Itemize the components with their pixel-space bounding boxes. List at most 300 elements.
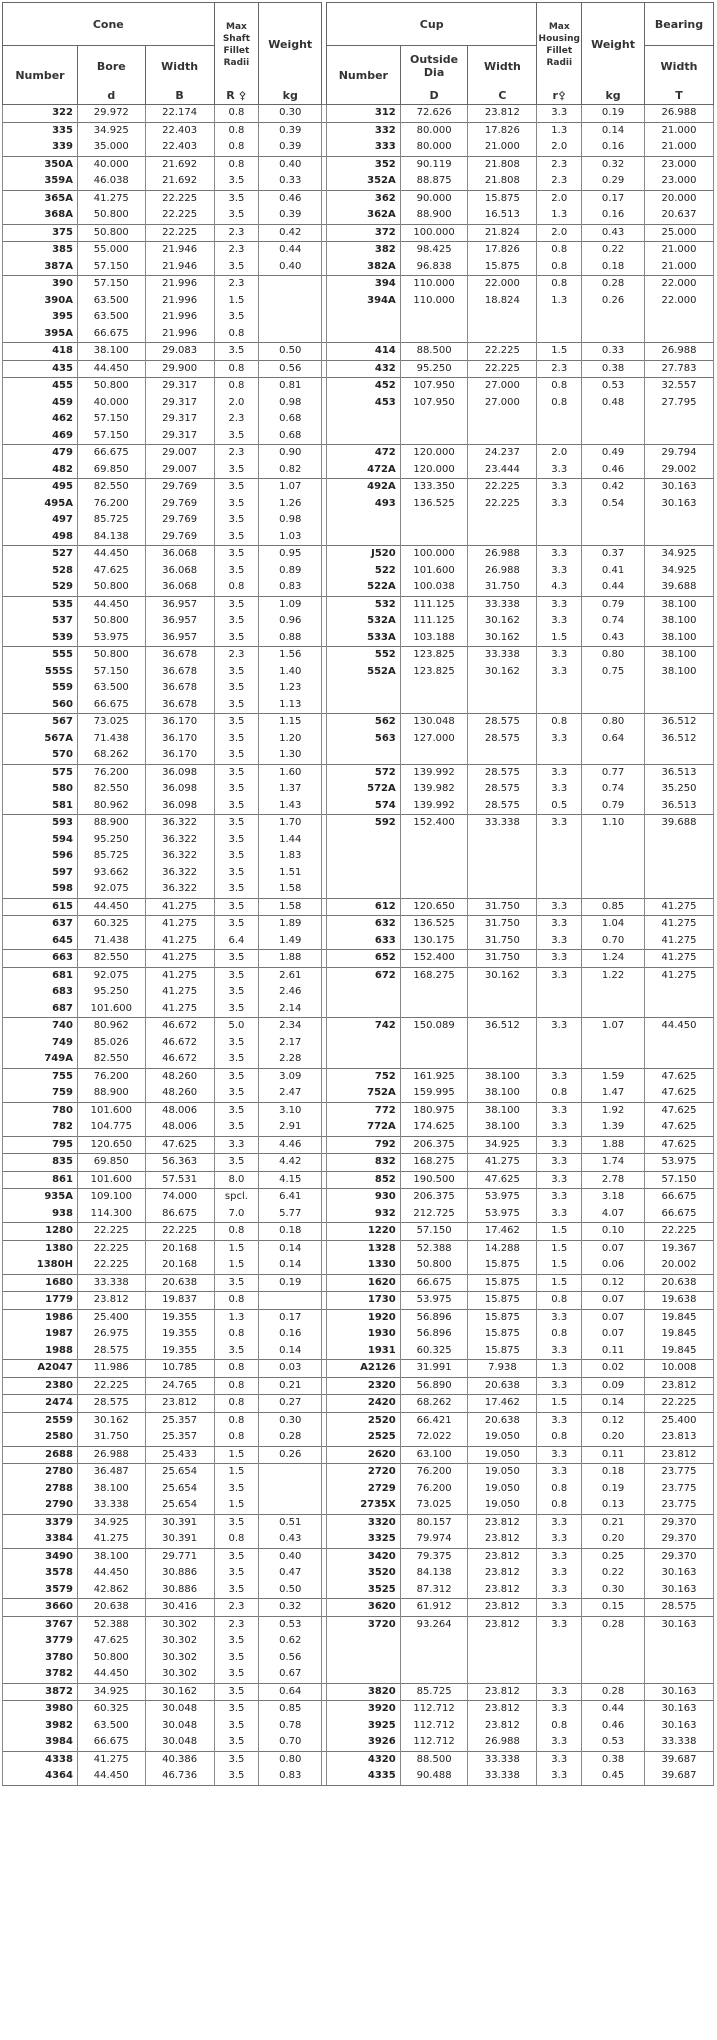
- cone-number-cell: 593: [3, 815, 78, 832]
- cup-width-cell: [468, 512, 537, 529]
- outside-dia-cell: [400, 680, 468, 697]
- shaft-fillet-cell: 3.5: [214, 630, 259, 647]
- bore-cell: 53.975: [77, 630, 145, 647]
- cone-weight-cell: 0.64: [259, 1683, 322, 1701]
- bore-cell: 95.250: [77, 832, 145, 849]
- cone-weight-cell: 1.20: [259, 731, 322, 748]
- shaft-fillet-cell: 3.5: [214, 1085, 259, 1102]
- cone-weight-cell: 0.85: [259, 1701, 322, 1718]
- bearing-width-cell: 47.625: [644, 1102, 713, 1119]
- cone-number-cell: 529: [3, 579, 78, 596]
- cup-number-cell: 574: [326, 798, 400, 815]
- cone-width-cell: 29.007: [145, 462, 214, 479]
- cup-width-cell: 15.875: [468, 190, 537, 207]
- outside-dia-cell: [400, 984, 468, 1001]
- cup-width-cell: 17.462: [468, 1223, 537, 1241]
- cone-weight-cell: 0.67: [259, 1666, 322, 1683]
- housing-fillet-cell: [537, 1666, 582, 1683]
- cup-width-cell: 31.750: [468, 916, 537, 933]
- outside-dia-cell: [400, 1633, 468, 1650]
- cup-number-cell: [326, 1051, 400, 1068]
- cone-width-cell: 21.996: [145, 309, 214, 326]
- cup-width-cell: 20.638: [468, 1377, 537, 1395]
- bore-cell: 82.550: [77, 479, 145, 496]
- outside-dia-cell: [400, 326, 468, 343]
- table-row: [3, 563, 714, 580]
- bore-cell: 29.972: [77, 105, 145, 123]
- cup-number-cell: 3926: [326, 1734, 400, 1751]
- outside-dia-cell: 139.982: [400, 781, 468, 798]
- housing-fillet-cell: 4.3: [537, 579, 582, 596]
- cone-weight-cell: 1.40: [259, 664, 322, 681]
- cone-number-cell: 567A: [3, 731, 78, 748]
- outside-dia-cell: 110.000: [400, 276, 468, 293]
- cup-weight-cell: 1.92: [582, 1102, 645, 1119]
- shaft-fillet-cell: 3.5: [214, 1274, 259, 1292]
- housing-fillet-cell: 0.8: [537, 395, 582, 412]
- cup-weight-cell: 0.43: [582, 224, 645, 242]
- shaft-fillet-cell: 3.5: [214, 1514, 259, 1531]
- cone-weight-cell: 0.33: [259, 173, 322, 190]
- table-row: [3, 1464, 714, 1481]
- cup-number-cell: 382: [326, 242, 400, 259]
- cone-weight-cell: 1.07: [259, 479, 322, 496]
- cone-number-cell: 740: [3, 1018, 78, 1035]
- cone-width-cell: 36.098: [145, 798, 214, 815]
- cup-number-cell: 742: [326, 1018, 400, 1035]
- cup-width-cell: 28.575: [468, 714, 537, 731]
- shaft-fillet-cell: 3.5: [214, 343, 259, 361]
- bearing-width-cell: 30.163: [644, 1582, 713, 1599]
- shaft-fillet-cell: 3.5: [214, 1119, 259, 1136]
- cup-weight-cell: [582, 680, 645, 697]
- outside-dia-cell: 152.400: [400, 815, 468, 832]
- table-row: [3, 714, 714, 731]
- cone-weight-cell: 0.03: [259, 1360, 322, 1378]
- cone-width-cell: 30.048: [145, 1718, 214, 1735]
- shaft-fillet-cell: 3.5: [214, 1701, 259, 1718]
- cup-weight-cell: 0.29: [582, 173, 645, 190]
- shaft-fillet-cell: 3.5: [214, 680, 259, 697]
- cup-number-cell: 792: [326, 1136, 400, 1154]
- housing-fillet-cell: 3.3: [537, 1377, 582, 1395]
- cone-weight-cell: 2.28: [259, 1051, 322, 1068]
- cup-weight-cell: 0.22: [582, 1565, 645, 1582]
- bearing-width-cell: 20.002: [644, 1257, 713, 1274]
- bore-cell: 57.150: [77, 259, 145, 276]
- housing-fillet-cell: 3.3: [537, 950, 582, 968]
- cup-width-cell: 19.050: [468, 1446, 537, 1464]
- cone-number-cell: 749A: [3, 1051, 78, 1068]
- shaft-fillet-cell: 3.5: [214, 1102, 259, 1119]
- cup-width-cell: [468, 309, 537, 326]
- shaft-fillet-cell: 3.5: [214, 950, 259, 968]
- cup-weight-cell: 0.49: [582, 445, 645, 462]
- bearing-width-cell: [644, 832, 713, 849]
- cup-weight-cell: 0.28: [582, 276, 645, 293]
- shaft-fillet-cell: 5.0: [214, 1018, 259, 1035]
- table-row: [3, 1718, 714, 1735]
- cone-number-cell: 795: [3, 1136, 78, 1154]
- cone-weight-cell: 1.44: [259, 832, 322, 849]
- cone-group-header: Cone: [3, 3, 215, 46]
- cone-width-cell: 36.678: [145, 697, 214, 714]
- cup-number-cell: [326, 697, 400, 714]
- cup-width-cell: 19.050: [468, 1497, 537, 1514]
- outside-dia-cell: 133.350: [400, 479, 468, 496]
- bearing-width-cell: 41.275: [644, 916, 713, 933]
- housing-fillet-cell: [537, 512, 582, 529]
- cone-width-cell: 41.275: [145, 1001, 214, 1018]
- cone-weight-cell: 1.15: [259, 714, 322, 731]
- bore-cell: 60.325: [77, 916, 145, 933]
- bore-cell: 50.800: [77, 579, 145, 596]
- bore-cell: 44.450: [77, 898, 145, 916]
- cone-width-cell: 36.957: [145, 630, 214, 647]
- table-row: [3, 1309, 714, 1326]
- cup-number-cell: 2525: [326, 1429, 400, 1446]
- cone-width-cell: 36.957: [145, 613, 214, 630]
- cup-width-cell: 15.875: [468, 1343, 537, 1360]
- cup-number-cell: 572A: [326, 781, 400, 798]
- bore-cell: 82.550: [77, 1051, 145, 1068]
- cup-width-cell: 21.808: [468, 156, 537, 173]
- table-row: [3, 967, 714, 984]
- cone-number-cell: 322: [3, 105, 78, 123]
- outside-dia-cell: 190.500: [400, 1171, 468, 1189]
- cup-number-cell: [326, 832, 400, 849]
- shaft-fillet-cell: 3.5: [214, 731, 259, 748]
- cup-width-cell: [468, 1051, 537, 1068]
- cone-width-cell: 41.275: [145, 967, 214, 984]
- bearing-width-cell: [644, 309, 713, 326]
- bore-cell: 40.000: [77, 156, 145, 173]
- cup-width-cell: 23.812: [468, 1514, 537, 1531]
- bearing-width-cell: 30.163: [644, 1701, 713, 1718]
- table-row: [3, 596, 714, 613]
- cone-weight-cell: 1.58: [259, 881, 322, 898]
- cone-width-cell: 36.098: [145, 764, 214, 781]
- shaft-fillet-cell: 0.8: [214, 1531, 259, 1548]
- outside-dia-cell: 100.000: [400, 546, 468, 563]
- bearing-width-cell: [644, 411, 713, 428]
- shaft-fillet-cell: 3.5: [214, 798, 259, 815]
- cup-width-cell: [468, 832, 537, 849]
- outside-dia-cell: [400, 512, 468, 529]
- housing-fillet-cell: 3.3: [537, 1309, 582, 1326]
- cup-weight-cell: 0.77: [582, 764, 645, 781]
- cone-width-cell: 30.048: [145, 1734, 214, 1751]
- cup-weight-cell: 0.15: [582, 1599, 645, 1617]
- housing-fillet-cell: 3.3: [537, 647, 582, 664]
- cup-number-cell: 532: [326, 596, 400, 613]
- cup-width-cell: 23.812: [468, 1718, 537, 1735]
- shaft-fillet-cell: 0.8: [214, 139, 259, 156]
- table-row: [3, 865, 714, 882]
- outside-dia-cell: 130.175: [400, 933, 468, 950]
- cup-weight-cell: [582, 1001, 645, 1018]
- table-row: [3, 832, 714, 849]
- cup-number-header: Number: [326, 46, 400, 105]
- table-row: [3, 1136, 714, 1154]
- bearing-width-cell: 38.100: [644, 647, 713, 664]
- cone-weight-cell: 0.50: [259, 1582, 322, 1599]
- shaft-fillet-cell: 0.8: [214, 156, 259, 173]
- outside-dia-cell: 80.000: [400, 122, 468, 139]
- table-row: [3, 293, 714, 310]
- cup-number-cell: [326, 1666, 400, 1683]
- cone-width-cell: 46.672: [145, 1018, 214, 1035]
- cup-number-cell: 414: [326, 343, 400, 361]
- cup-weight-cell: 1.88: [582, 1136, 645, 1154]
- shaft-fillet-cell: 3.5: [214, 1548, 259, 1565]
- cup-width-cell: 38.100: [468, 1068, 537, 1085]
- table-row: [3, 1119, 714, 1136]
- cone-width-cell: 30.048: [145, 1701, 214, 1718]
- outside-dia-cell: 80.157: [400, 1514, 468, 1531]
- bore-cell: 11.986: [77, 1360, 145, 1378]
- outside-dia-cell: 120.000: [400, 445, 468, 462]
- outside-dia-cell: 60.325: [400, 1343, 468, 1360]
- shaft-fillet-cell: 3.5: [214, 967, 259, 984]
- cone-weight-cell: 0.89: [259, 563, 322, 580]
- outside-dia-cell: 174.625: [400, 1119, 468, 1136]
- bore-cell: 28.575: [77, 1395, 145, 1413]
- cup-number-cell: 394: [326, 276, 400, 293]
- cup-weight-cell: 0.85: [582, 898, 645, 916]
- housing-fillet-cell: 1.5: [537, 343, 582, 361]
- bearing-width-cell: 19.845: [644, 1343, 713, 1360]
- cone-number-cell: 482: [3, 462, 78, 479]
- housing-fillet-cell: [537, 309, 582, 326]
- cup-weight-cell: 0.18: [582, 259, 645, 276]
- bore-cell: 34.925: [77, 122, 145, 139]
- housing-fillet-cell: 3.3: [537, 105, 582, 123]
- cone-fillet-line-4: Radii: [223, 57, 250, 68]
- cone-width-cell: 29.771: [145, 1548, 214, 1565]
- bore-cell: 33.338: [77, 1497, 145, 1514]
- cone-width-cell: 21.996: [145, 276, 214, 293]
- bore-cell: 30.162: [77, 1412, 145, 1429]
- bore-cell: 80.962: [77, 798, 145, 815]
- cone-number-cell: 780: [3, 1102, 78, 1119]
- cone-width-cell: 29.317: [145, 428, 214, 445]
- cone-weight-cell: 0.81: [259, 378, 322, 395]
- bore-cell: 66.675: [77, 326, 145, 343]
- table-row: [3, 546, 714, 563]
- cone-width-cell: 48.260: [145, 1068, 214, 1085]
- shaft-fillet-cell: 3.5: [214, 664, 259, 681]
- cone-number-cell: 580: [3, 781, 78, 798]
- cup-weight-cell: 0.12: [582, 1274, 645, 1292]
- cup-number-cell: 672: [326, 967, 400, 984]
- cone-width-cell: 24.765: [145, 1377, 214, 1395]
- outside-dia-cell: [400, 1650, 468, 1667]
- outside-dia-cell: [400, 529, 468, 546]
- cone-number-cell: 681: [3, 967, 78, 984]
- outside-dia-cell: 80.000: [400, 139, 468, 156]
- table-row: [3, 276, 714, 293]
- table-row: [3, 411, 714, 428]
- bore-cell: 88.900: [77, 815, 145, 832]
- cup-width-cell: 31.750: [468, 950, 537, 968]
- cup-number-cell: 1328: [326, 1240, 400, 1257]
- housing-fillet-cell: 3.3: [537, 596, 582, 613]
- cone-weight-cell: 0.44: [259, 242, 322, 259]
- cone-width-cell: 29.769: [145, 479, 214, 496]
- cone-width-cell: 36.678: [145, 647, 214, 664]
- cup-number-cell: 592: [326, 815, 400, 832]
- table-row: [3, 1292, 714, 1310]
- table-row: [3, 781, 714, 798]
- cone-weight-cell: 1.13: [259, 697, 322, 714]
- cone-weight-cell: [259, 1464, 322, 1481]
- cup-fillet-header: [537, 3, 582, 87]
- shaft-fillet-cell: 0.8: [214, 1326, 259, 1343]
- cup-width-cell: 15.875: [468, 1257, 537, 1274]
- shaft-fillet-cell: 3.5: [214, 697, 259, 714]
- cup-width-cell: 31.750: [468, 933, 537, 950]
- cup-weight-cell: 0.38: [582, 360, 645, 378]
- cone-width-cell: 36.170: [145, 731, 214, 748]
- bore-cell: 55.000: [77, 242, 145, 259]
- cup-weight-cell: [582, 1633, 645, 1650]
- housing-fillet-cell: 2.3: [537, 360, 582, 378]
- cone-width-cell: 36.068: [145, 563, 214, 580]
- shaft-fillet-cell: 3.5: [214, 563, 259, 580]
- cone-number-cell: 479: [3, 445, 78, 462]
- cup-number-cell: 852: [326, 1171, 400, 1189]
- shaft-fillet-cell: 3.5: [214, 881, 259, 898]
- cone-weight-cell: 1.56: [259, 647, 322, 664]
- bore-cell: 95.250: [77, 984, 145, 1001]
- outside-dia-cell: 180.975: [400, 1102, 468, 1119]
- cup-width-cell: 23.812: [468, 1599, 537, 1617]
- cone-number-cell: 3579: [3, 1582, 78, 1599]
- cup-width-cell: 23.812: [468, 1616, 537, 1633]
- cone-weight-cell: 1.60: [259, 764, 322, 781]
- cone-weight-cell: [259, 1497, 322, 1514]
- housing-fillet-cell: 1.5: [537, 1223, 582, 1241]
- cup-width-cell: 19.050: [468, 1429, 537, 1446]
- shaft-fillet-cell: 0.8: [214, 1412, 259, 1429]
- housing-fillet-cell: [537, 832, 582, 849]
- bearing-width-cell: 20.637: [644, 207, 713, 224]
- cone-width-cell: 30.886: [145, 1565, 214, 1582]
- cone-number-cell: 581: [3, 798, 78, 815]
- cone-width-cell: 25.357: [145, 1429, 214, 1446]
- table-row: [3, 207, 714, 224]
- cup-weight-cell: 1.39: [582, 1119, 645, 1136]
- cup-weight-cell: [582, 326, 645, 343]
- bore-cell: 44.450: [77, 1666, 145, 1683]
- table-row: [3, 1326, 714, 1343]
- cone-width-cell: 36.322: [145, 848, 214, 865]
- shaft-fillet-cell: 3.5: [214, 865, 259, 882]
- bearing-width-cell: 57.150: [644, 1171, 713, 1189]
- cup-width-cell: 26.988: [468, 546, 537, 563]
- bearing-width-cell: 36.513: [644, 764, 713, 781]
- cone-width-cell: 25.433: [145, 1446, 214, 1464]
- cone-number-cell: 455: [3, 378, 78, 395]
- outside-dia-cell: 150.089: [400, 1018, 468, 1035]
- table-row: [3, 462, 714, 479]
- cup-weight-cell: 0.74: [582, 613, 645, 630]
- table-row: [3, 529, 714, 546]
- bearing-width-cell: 29.794: [644, 445, 713, 462]
- cup-weight-cell: 0.42: [582, 479, 645, 496]
- bore-cell: 63.500: [77, 309, 145, 326]
- cup-width-cell: 21.808: [468, 173, 537, 190]
- cup-width-cell: 26.988: [468, 563, 537, 580]
- outside-dia-cell: 112.712: [400, 1718, 468, 1735]
- bore-cell: 92.075: [77, 967, 145, 984]
- shaft-fillet-cell: 3.5: [214, 546, 259, 563]
- housing-fillet-cell: 3.3: [537, 496, 582, 513]
- housing-fillet-cell: 3.3: [537, 967, 582, 984]
- housing-fillet-cell: 3.3: [537, 933, 582, 950]
- cup-number-cell: 522: [326, 563, 400, 580]
- bearing-width-cell: 35.250: [644, 781, 713, 798]
- table-row: [3, 378, 714, 395]
- outside-dia-cell: 100.038: [400, 579, 468, 596]
- shaft-fillet-cell: 3.5: [214, 173, 259, 190]
- cone-width-cell: 74.000: [145, 1189, 214, 1206]
- cone-number-cell: 938: [3, 1206, 78, 1223]
- cup-weight-cell: 0.44: [582, 579, 645, 596]
- cup-width-cell: 22.225: [468, 360, 537, 378]
- bearing-width-cell: 21.000: [644, 122, 713, 139]
- cone-number-cell: 2559: [3, 1412, 78, 1429]
- cup-weight-cell: 0.53: [582, 378, 645, 395]
- bore-cell: 66.675: [77, 1734, 145, 1751]
- cone-weight-cell: 0.98: [259, 512, 322, 529]
- table-row: [3, 1051, 714, 1068]
- cone-number-cell: 469: [3, 428, 78, 445]
- table-row: [3, 156, 714, 173]
- cone-width-cell: 29.317: [145, 378, 214, 395]
- cup-number-cell: 522A: [326, 579, 400, 596]
- cup-fillet-line-2: Housing: [538, 33, 580, 44]
- table-row: [3, 848, 714, 865]
- cone-width-cell: 29.007: [145, 445, 214, 462]
- shaft-fillet-cell: 3.5: [214, 1666, 259, 1683]
- cup-number-cell: 394A: [326, 293, 400, 310]
- housing-fillet-cell: [537, 411, 582, 428]
- cup-number-cell: [326, 747, 400, 764]
- cup-width-cell: 21.824: [468, 224, 537, 242]
- housing-fillet-cell: [537, 697, 582, 714]
- shaft-fillet-cell: 3.5: [214, 984, 259, 1001]
- cup-number-cell: A2126: [326, 1360, 400, 1378]
- cup-width-cell: 34.925: [468, 1136, 537, 1154]
- cone-width-cell: 48.260: [145, 1085, 214, 1102]
- shaft-fillet-cell: 2.3: [214, 1616, 259, 1633]
- cone-weight-cell: 0.80: [259, 1751, 322, 1768]
- cup-width-cell: 27.000: [468, 378, 537, 395]
- table-row: [3, 1223, 714, 1241]
- unit-b: B: [145, 86, 214, 105]
- housing-fillet-cell: [537, 1633, 582, 1650]
- cup-width-cell: 21.000: [468, 139, 537, 156]
- cone-weight-cell: 0.62: [259, 1633, 322, 1650]
- cup-number-cell: 2720: [326, 1464, 400, 1481]
- bore-cell: 80.962: [77, 1018, 145, 1035]
- table-row: [3, 1102, 714, 1119]
- cup-weight-cell: 0.37: [582, 546, 645, 563]
- outside-dia-cell: 139.992: [400, 798, 468, 815]
- cone-width-cell: 40.386: [145, 1751, 214, 1768]
